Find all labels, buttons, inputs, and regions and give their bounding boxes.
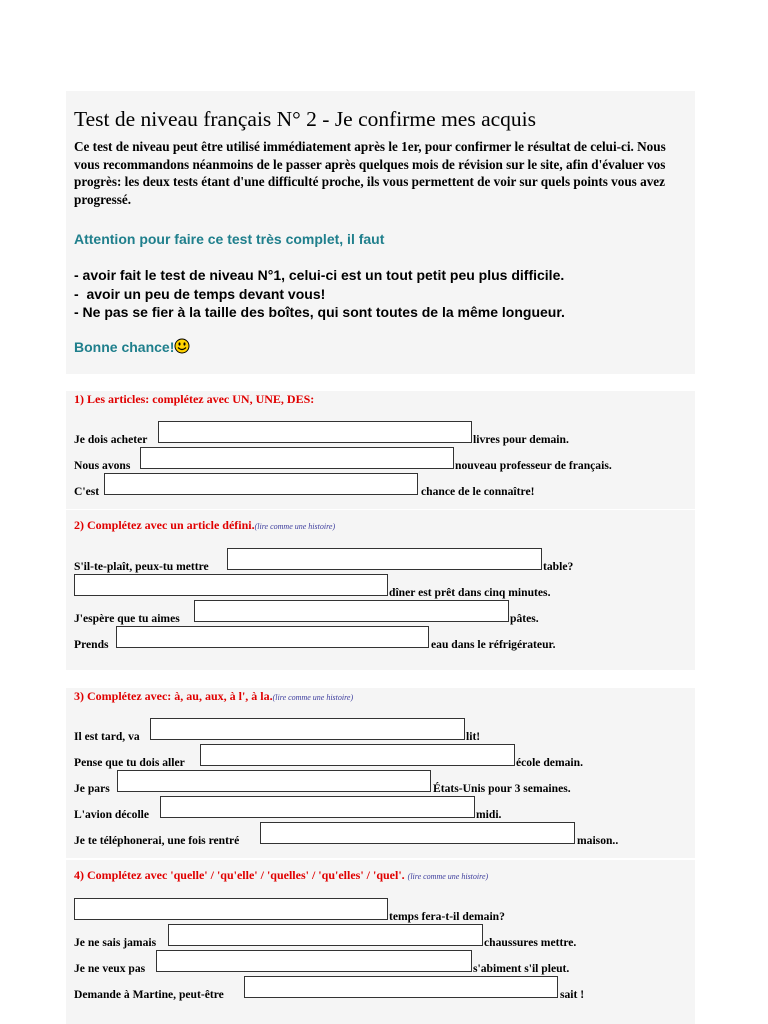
good-luck-label: Bonne chance! bbox=[74, 339, 175, 355]
line-text-before: Il est tard, va bbox=[74, 730, 140, 743]
exercise-line bbox=[66, 770, 695, 794]
section-note: (lire comme une histoire) bbox=[272, 693, 354, 702]
answer-input[interactable] bbox=[74, 574, 388, 596]
line-text-after: pâtes. bbox=[510, 612, 539, 625]
section-title-text: 4) Complétez avec 'quelle' / 'qu'elle' / 'quelles' / 'qu'elles' / 'quel'. bbox=[74, 868, 405, 882]
exercise-section-3 bbox=[66, 688, 695, 858]
answer-input[interactable] bbox=[117, 770, 431, 792]
answer-input[interactable] bbox=[260, 822, 575, 844]
smiley-face-icon bbox=[174, 338, 190, 357]
exercise-line bbox=[66, 574, 695, 598]
section-title bbox=[74, 868, 488, 883]
line-text-after: sait ! bbox=[560, 988, 585, 1001]
line-text-after: table? bbox=[543, 560, 574, 573]
line-text-before: Pense que tu dois aller bbox=[74, 756, 185, 769]
line-text-before: Je te téléphonerai, une fois rentré bbox=[74, 834, 240, 847]
line-text-before: Nous avons bbox=[74, 459, 131, 472]
exercise-line bbox=[66, 976, 695, 1000]
line-text-before: Je dois acheter bbox=[74, 433, 148, 446]
line-text-before: C'est bbox=[74, 485, 100, 498]
exercise-line bbox=[66, 950, 695, 974]
exercise-line bbox=[66, 744, 695, 768]
answer-input[interactable] bbox=[156, 950, 472, 972]
section-note: (lire comme une histoire) bbox=[254, 522, 336, 531]
exercise-line bbox=[66, 898, 695, 922]
line-text-after: maison.. bbox=[577, 834, 619, 847]
exercise-line bbox=[66, 796, 695, 820]
exercise-line bbox=[66, 473, 695, 497]
line-text-after: école demain. bbox=[516, 756, 583, 769]
intro-panel bbox=[66, 91, 695, 374]
answer-input[interactable] bbox=[200, 744, 515, 766]
requirement-item: - avoir un peu de temps devant vous! bbox=[74, 285, 326, 302]
section-title-text: 2) Complétez avec un article défini. bbox=[74, 518, 255, 532]
line-text-after: midi. bbox=[476, 808, 502, 821]
requirement-item: - Ne pas se fier à la taille des boîtes, qui sont toutes de la même longueur. bbox=[74, 304, 565, 320]
line-text-after: livres pour demain. bbox=[473, 433, 569, 446]
exercise-line bbox=[66, 447, 695, 471]
section-title bbox=[74, 518, 335, 533]
line-text-before: J'espère que tu aimes bbox=[74, 612, 180, 625]
exercise-line bbox=[66, 600, 695, 624]
answer-input[interactable] bbox=[194, 600, 509, 622]
line-text-after: lit! bbox=[466, 730, 481, 743]
good-luck-text bbox=[74, 338, 190, 357]
answer-input[interactable] bbox=[158, 421, 472, 443]
exercise-line bbox=[66, 626, 695, 650]
answer-input[interactable] bbox=[150, 718, 465, 740]
exercise-section-1 bbox=[66, 391, 695, 509]
attention-heading: Attention pour faire ce test très complet, il faut bbox=[74, 231, 385, 247]
line-text-before: Prends bbox=[74, 638, 109, 651]
line-text-before: Je pars bbox=[74, 782, 110, 795]
section-title bbox=[74, 689, 353, 704]
line-text-after: temps fera-t-il demain? bbox=[389, 910, 505, 923]
exercise-line bbox=[66, 822, 695, 846]
line-text-before: Demande à Martine, peut-être bbox=[74, 988, 224, 1001]
section-title bbox=[74, 392, 314, 407]
answer-input[interactable] bbox=[168, 924, 483, 946]
section-title-text: 1) Les articles: complétez avec UN, UNE, DES: bbox=[74, 392, 315, 406]
answer-input[interactable] bbox=[160, 796, 475, 818]
answer-input[interactable] bbox=[227, 548, 542, 570]
exercise-line bbox=[66, 924, 695, 948]
line-text-before: Je ne sais jamais bbox=[74, 936, 157, 949]
line-text-after: dîner est prêt dans cinq minutes. bbox=[389, 586, 551, 599]
line-text-after: s'abiment s'il pleut. bbox=[473, 962, 570, 975]
line-text-after: nouveau professeur de français. bbox=[455, 459, 612, 472]
answer-input[interactable] bbox=[116, 626, 429, 648]
section-note: (lire comme une histoire) bbox=[407, 872, 489, 881]
section-title-text: 3) Complétez avec: à, au, aux, à l', à la. bbox=[74, 689, 273, 703]
exercise-section-2 bbox=[66, 510, 695, 670]
answer-input[interactable] bbox=[74, 898, 388, 920]
line-text-after: États-Unis pour 3 semaines. bbox=[433, 782, 571, 795]
answer-input[interactable] bbox=[140, 447, 454, 469]
line-text-before: L'avion décolle bbox=[74, 808, 150, 821]
exercise-line bbox=[66, 548, 695, 572]
requirement-item: - avoir fait le test de niveau N°1, celui-ci est un tout petit peu plus difficile. bbox=[74, 267, 565, 283]
exercise-section-4 bbox=[66, 860, 695, 1024]
line-text-after: chance de le connaître! bbox=[421, 485, 535, 498]
intro-paragraph: Ce test de niveau peut être utilisé immédiatement après le 1er, pour confirmer le résultat de celui-ci. Nous vous recommandons néanmoins de le passer après quelques mois de révision sur le site, afin d'évaluer vos progrès: les deux tests étant d'une difficulté proche, ils vous permettent de voir sur quels points vous avez progressé. bbox=[74, 139, 666, 207]
exercise-line bbox=[66, 718, 695, 742]
page-title: Test de niveau français N° 2 - Je confirme mes acquis bbox=[74, 107, 537, 131]
requirements-list bbox=[74, 266, 565, 322]
exercise-line bbox=[66, 421, 695, 445]
line-text-after: chaussures mettre. bbox=[484, 936, 577, 949]
line-text-after: eau dans le réfrigérateur. bbox=[431, 638, 556, 651]
line-text-before: S'il-te-plaît, peux-tu mettre bbox=[74, 560, 209, 573]
answer-input[interactable] bbox=[244, 976, 558, 998]
answer-input[interactable] bbox=[104, 473, 418, 495]
line-text-before: Je ne veux pas bbox=[74, 962, 146, 975]
